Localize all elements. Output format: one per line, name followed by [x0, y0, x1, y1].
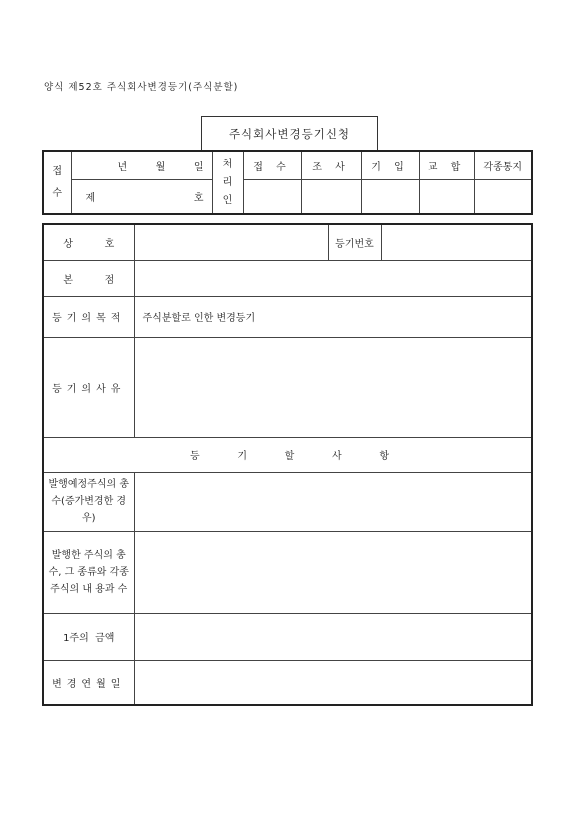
handler-label: 처 리 인 — [212, 151, 243, 214]
registration-purpose-label: 등기의목적 — [43, 296, 134, 337]
receipt-label-bottom: 수 — [52, 187, 63, 199]
trade-name-field[interactable] — [134, 224, 328, 260]
registration-items-header — [43, 437, 532, 472]
receipt-stamp-label — [43, 151, 71, 214]
receipt-table — [42, 150, 533, 215]
col-review: 조 사 — [301, 151, 361, 179]
form-number: 양식 제52호 주식회사변경등기(주식분할) — [44, 82, 239, 93]
date-month-label: 월 — [155, 161, 166, 173]
receipt-cell[interactable] — [243, 179, 301, 214]
number-prefix-label: 제 — [85, 192, 96, 204]
registration-number-field[interactable] — [381, 224, 532, 260]
section-char: 기 — [237, 451, 247, 462]
registration-purpose-field[interactable]: 주식분할로 인한 변경등기 — [134, 296, 532, 337]
date-year-label: 년 — [117, 161, 128, 173]
issuable-shares-label: 발행예정주식의 총수(증가변경한 경우) — [43, 472, 134, 531]
section-char: 할 — [284, 451, 295, 462]
col-verify: 교 합 — [419, 151, 474, 179]
notices-cell[interactable] — [474, 179, 532, 214]
review-cell[interactable] — [301, 179, 361, 214]
trade-name-label: 상 호 — [43, 224, 134, 260]
head-office-field[interactable] — [134, 260, 532, 296]
head-office-label: 본 점 — [43, 260, 134, 296]
change-date-label: 변경연월일 — [43, 660, 134, 705]
registration-reason-field[interactable] — [134, 337, 532, 437]
change-date-field[interactable] — [134, 660, 532, 705]
registration-number-label: 등기번호 — [328, 224, 381, 260]
col-notices: 각종통지 — [474, 151, 532, 179]
issued-shares-label: 발행한 주식의 총수, 그 종류와 각종 주식의 내 용과 수 — [43, 531, 134, 613]
verify-cell[interactable] — [419, 179, 474, 214]
issued-shares-field[interactable] — [134, 531, 532, 613]
col-entry: 기 입 — [361, 151, 419, 179]
date-day-label: 일 — [193, 161, 204, 173]
receipt-date-field[interactable] — [71, 151, 212, 179]
receipt-number-field[interactable] — [71, 179, 212, 214]
col-receipt: 접 수 — [243, 151, 301, 179]
section-char: 항 — [379, 451, 389, 462]
registration-reason-label: 등기의사유 — [43, 337, 134, 437]
issuable-shares-field[interactable] — [134, 472, 532, 531]
receipt-label-top: 접 — [52, 165, 63, 177]
par-value-label: 1주의 금액 — [43, 613, 134, 660]
number-suffix-label: 호 — [193, 192, 204, 204]
form-title: 주식회사변경등기신청 — [201, 116, 378, 150]
section-char: 등 — [190, 451, 200, 462]
entry-cell[interactable] — [361, 179, 419, 214]
par-value-field[interactable] — [134, 613, 532, 660]
application-table — [42, 223, 533, 706]
section-char: 사 — [331, 451, 342, 462]
